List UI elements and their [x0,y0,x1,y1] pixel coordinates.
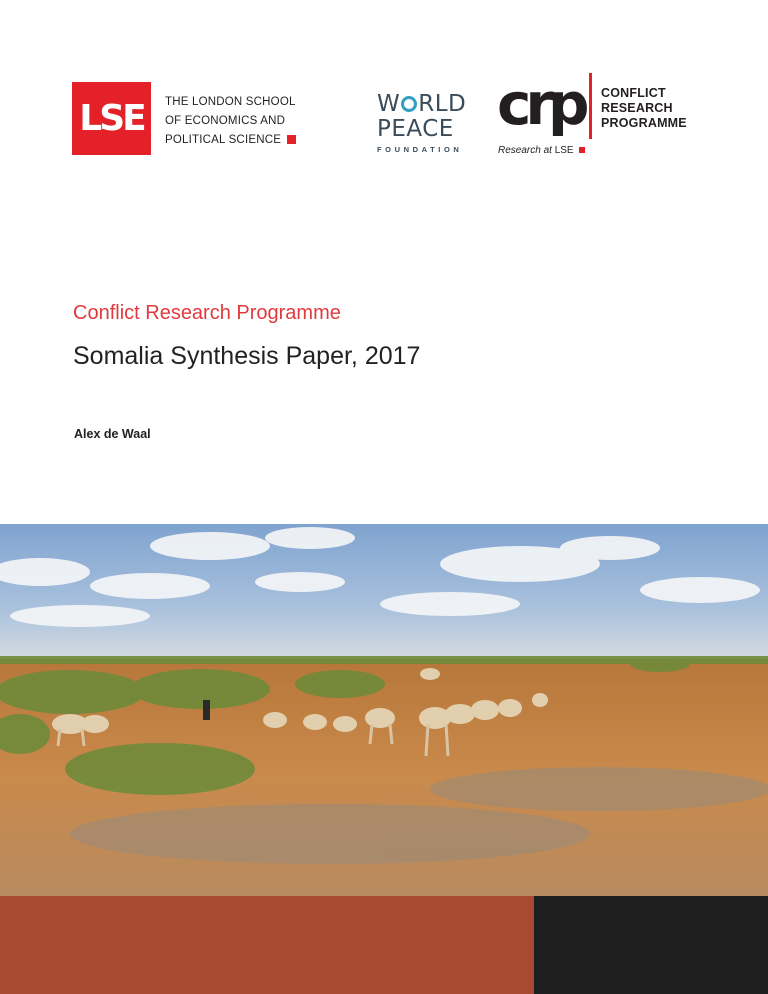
footer-black-band [534,896,768,994]
camels-landscape-photo [0,524,768,896]
blue-ring-icon [401,96,417,112]
lse-name-line-2: OF ECONOMICS AND [165,115,286,127]
crp-logo-mark: crp [497,70,584,138]
crp-divider [589,73,592,139]
wpf-rld: RLD [418,91,467,117]
world-peace-foundation-logo [377,92,477,154]
crp-name-line-2: RESEARCH [601,101,673,115]
crp-name-line-3: PROGRAMME [601,116,687,130]
wpf-foundation: FOUNDATION [377,145,463,154]
paper-title: Somalia Synthesis Paper, 2017 [73,342,421,370]
red-square-icon [579,147,585,153]
lse-name-line-1: THE LONDON SCHOOL [165,96,296,108]
author-name: Alex de Waal [74,427,151,441]
lse-name-line-3: POLITICAL SCIENCE [165,134,282,146]
research-at-text: Research at [498,145,552,156]
wpf-w: W [377,91,401,117]
crp-programme-name [601,86,687,131]
crp-research-at-lse [498,145,585,156]
crp-name-line-1: CONFLICT [601,86,666,100]
programme-heading: Conflict Research Programme [73,302,341,324]
wpf-peace: PEACE [377,116,454,142]
lse-logo-mark: LSE [72,82,151,155]
red-square-icon [287,135,296,144]
lse-institution-name [165,93,315,150]
footer-rust-band [0,896,534,994]
research-org-text: LSE [554,145,574,156]
